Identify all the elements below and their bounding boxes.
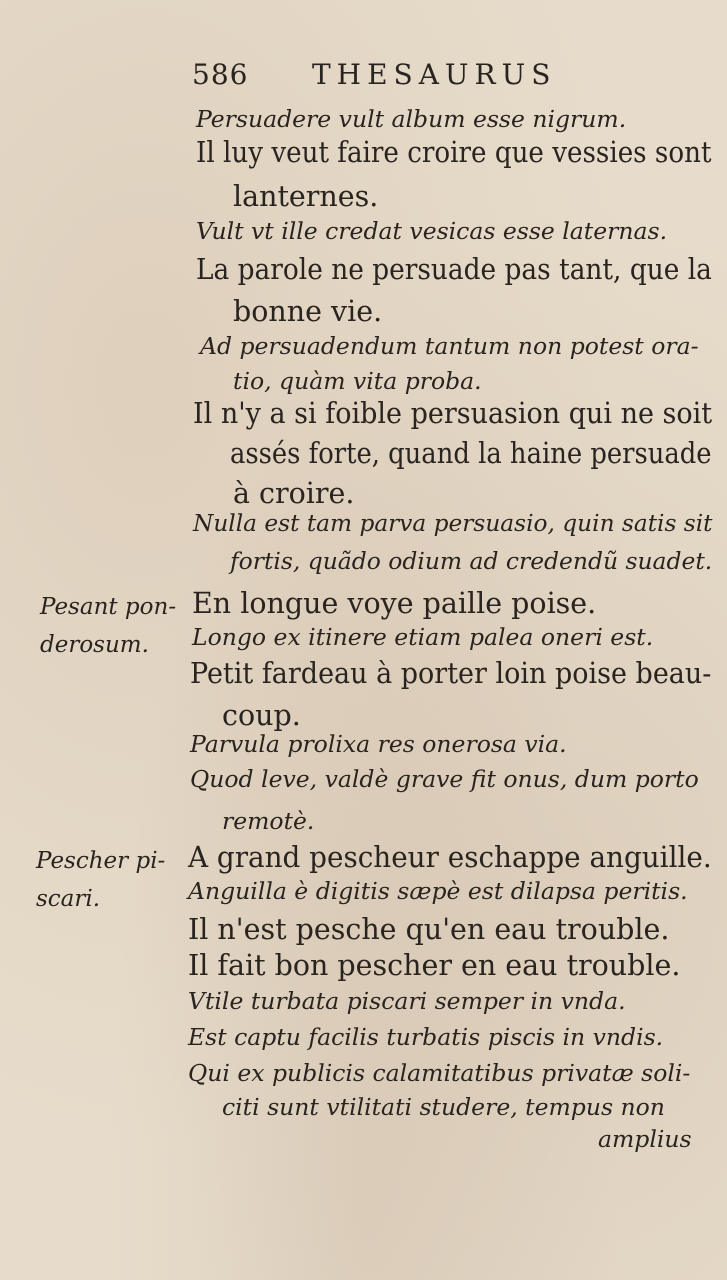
text-line: Qui ex publicis calamitatibus privatæ soli-: [188, 1059, 691, 1087]
text-line: Quod leve, valdè grave fit onus, dum porto: [190, 765, 699, 793]
text-line: assés forte, quand la haine persuade: [230, 437, 712, 470]
text-line: fortis, quãdo odium ad credendũ suadet.: [230, 547, 713, 575]
text-line: Est captu facilis turbatis piscis in vndis.: [188, 1023, 664, 1051]
text-line: Longo ex itinere etiam palea oneri est.: [192, 623, 654, 651]
margin-note-pesant-1: Pesant pon-: [40, 594, 177, 620]
text-line: coup.: [222, 699, 301, 732]
text-line: Vtile turbata piscari semper in vnda.: [188, 987, 626, 1015]
text-line: En longue voye paille poise.: [192, 587, 597, 620]
text-line: Anguilla è digitis sæpè est dilapsa peritis.: [188, 877, 688, 905]
text-line: A grand pescheur eschappe anguille.: [188, 841, 712, 874]
margin-note-pescher-1: Pescher pi-: [36, 848, 166, 874]
page-header: [192, 58, 632, 98]
margin-note-pesant-2: derosum.: [40, 632, 149, 658]
running-title: THESAURUS: [312, 58, 557, 91]
text-line: lanternes.: [233, 180, 379, 213]
page-number: 586: [192, 58, 249, 91]
text-line: amplius: [598, 1125, 692, 1153]
text-line: Il n'y a si foible persuasion qui ne soit: [193, 397, 713, 430]
text-line: Persuadere vult album esse nigrum.: [196, 105, 627, 133]
text-line: remotè.: [222, 807, 315, 835]
text-line: citi sunt vtilitati studere, tempus non: [222, 1093, 665, 1121]
text-line: bonne vie.: [233, 295, 383, 328]
text-line: Ad persuadendum tantum non potest ora-: [200, 332, 699, 360]
text-line: Vult vt ille credat vesicas esse laternas.: [196, 217, 668, 245]
text-line: Parvula prolixa res onerosa via.: [190, 730, 567, 758]
text-line: tio, quàm vita proba.: [233, 367, 482, 395]
text-line: Nulla est tam parva persuasio, quin satis sit: [193, 509, 713, 537]
text-line: Il n'est pesche qu'en eau trouble.: [188, 913, 670, 946]
text-line: Il fait bon pescher en eau trouble.: [188, 949, 681, 982]
text-line: La parole ne persuade pas tant, que la: [196, 253, 712, 286]
margin-note-pescher-2: scari.: [36, 886, 101, 912]
text-line: à croire.: [233, 477, 355, 510]
text-line: Il luy veut faire croire que vessies sont: [196, 136, 712, 169]
text-line: Petit fardeau à porter loin poise beau-: [190, 657, 712, 690]
